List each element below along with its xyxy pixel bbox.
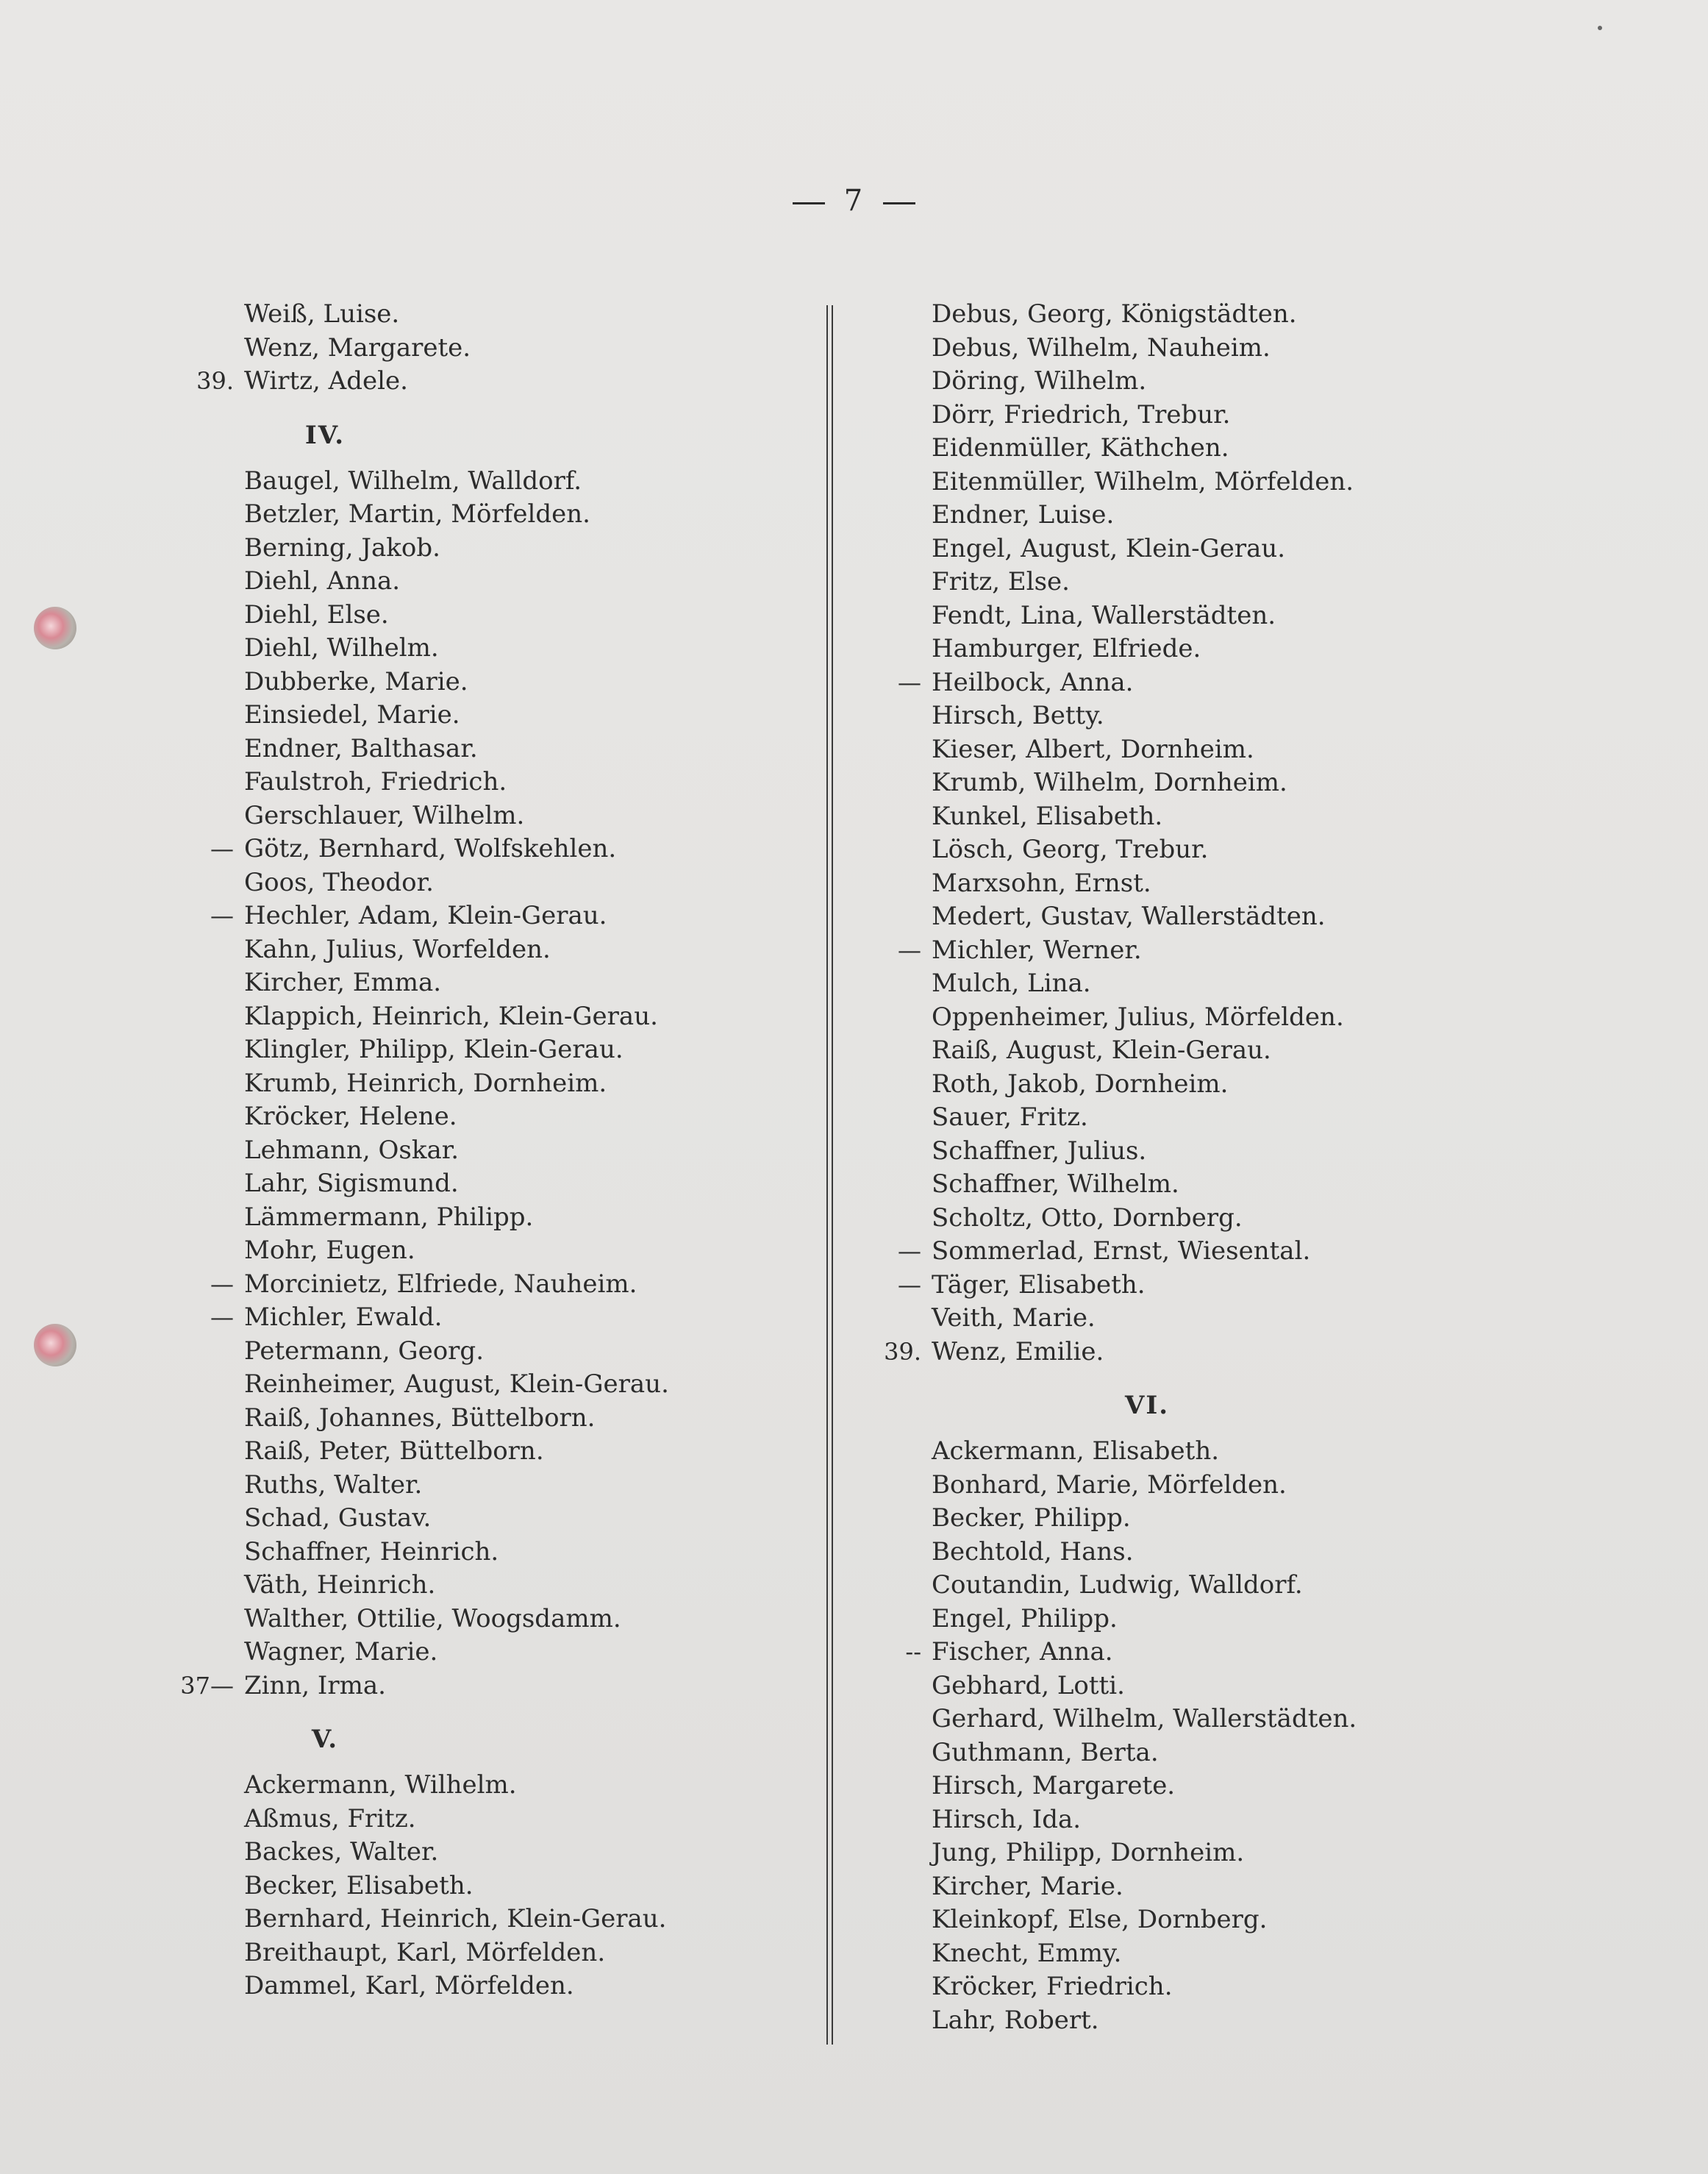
name-entry [171, 498, 788, 532]
entry-marker: — [898, 1237, 921, 1265]
entry-text: Morcinietz, Elfriede, Nauheim. [244, 1269, 637, 1299]
entry-text: Krumb, Wilhelm, Dornheim. [932, 768, 1287, 797]
entry-marker: — [898, 935, 921, 964]
name-entry [871, 365, 1415, 399]
name-entry [871, 867, 1415, 901]
name-entry [171, 1469, 788, 1503]
entry-text: Faulstroh, Friedrich. [244, 767, 507, 796]
entry-text: Petermann, Georg. [244, 1336, 485, 1366]
entry-text: Fendt, Lina, Wallerstädten. [932, 600, 1276, 630]
page-number [0, 184, 1708, 218]
column-divider-line-1 [826, 305, 828, 2045]
name-entry [171, 1970, 788, 2003]
name-entry [871, 1034, 1415, 1068]
name-entry [871, 967, 1415, 1001]
name-entry [171, 599, 788, 632]
entry-text: Ruths, Walter. [244, 1469, 423, 1500]
name-entry [871, 1001, 1415, 1035]
entry-text: Döring, Wilhelm. [932, 366, 1147, 396]
name-entry [871, 399, 1415, 432]
name-entry [871, 766, 1415, 800]
name-entry [171, 1000, 788, 1034]
entry-text: Raiß, Peter, Büttelborn. [244, 1436, 544, 1466]
name-entry [871, 666, 1415, 700]
entry-text: Väth, Heinrich. [244, 1570, 436, 1600]
name-entry [171, 1167, 788, 1201]
name-entry [171, 799, 788, 833]
name-entry [171, 1870, 788, 1903]
entry-text: Mulch, Lina. [932, 969, 1091, 998]
name-entry [171, 766, 788, 799]
name-entry [171, 1435, 788, 1469]
name-entry [871, 1302, 1415, 1336]
name-entry [171, 1669, 788, 1703]
name-entry [871, 332, 1415, 366]
name-entry [171, 833, 788, 866]
name-entry [871, 699, 1415, 733]
name-entry [871, 466, 1415, 499]
name-entry [871, 298, 1415, 332]
name-entry [871, 1903, 1415, 1937]
entry-text: Raiß, Johannes, Büttelborn. [244, 1403, 596, 1433]
entry-text: Ackermann, Wilhelm. [244, 1770, 517, 1800]
entry-text: Scholtz, Otto, Dornberg. [932, 1202, 1243, 1233]
entry-text: Kircher, Marie. [932, 1871, 1123, 1901]
section-heading: V. [311, 1725, 339, 1754]
entry-text: Wagner, Marie. [244, 1637, 438, 1667]
name-entry [171, 1636, 788, 1669]
name-entry [171, 1769, 788, 1803]
entry-text: Schaffner, Wilhelm. [932, 1169, 1179, 1199]
entry-text: Dörr, Friedrich, Trebur. [932, 399, 1231, 430]
entry-text: Jung, Philipp, Dornheim. [932, 1838, 1245, 1867]
name-entry [871, 1469, 1415, 1503]
entry-text: Ackermann, Elisabeth. [932, 1436, 1220, 1466]
name-entry [871, 1603, 1415, 1636]
name-entry [171, 1368, 788, 1402]
entry-text: Schad, Gustav. [244, 1503, 432, 1533]
entry-text: Knecht, Emmy. [932, 1938, 1122, 1968]
entry-text: Wenz, Emilie. [932, 1336, 1104, 1366]
entry-text: Aßmus, Fritz. [244, 1803, 416, 1833]
name-entry [171, 733, 788, 766]
name-entry [871, 1770, 1415, 1803]
name-entry [871, 833, 1415, 867]
entry-text: Endner, Balthasar. [244, 733, 478, 763]
entry-text: Eitenmüller, Wilhelm, Mörfelden. [932, 466, 1354, 496]
entry-text: Krumb, Heinrich, Dornheim. [244, 1068, 607, 1098]
entry-text: Kröcker, Friedrich. [932, 1972, 1173, 2001]
entry-text: Wirtz, Adele. [244, 366, 408, 396]
name-entry [871, 1836, 1415, 1870]
left-column [171, 298, 788, 2003]
entry-marker: 39. [196, 367, 234, 395]
entry-text: Einsiedel, Marie. [244, 700, 460, 730]
name-entry [171, 1335, 788, 1369]
name-entry [871, 1803, 1415, 1837]
entry-marker: — [210, 1269, 234, 1298]
name-entry [171, 532, 788, 566]
name-entry [171, 966, 788, 1000]
entry-text: Hirsch, Betty. [932, 701, 1104, 730]
right-column [871, 298, 1415, 2037]
name-entry [171, 899, 788, 933]
entry-text: Lehmann, Oskar. [244, 1135, 460, 1165]
entry-text: Bernhard, Heinrich, Klein-Gerau. [244, 1904, 667, 1934]
entry-text: Lämmermann, Philipp. [244, 1202, 534, 1232]
name-entry [871, 1235, 1415, 1269]
name-entry [171, 1134, 788, 1168]
name-entry [171, 1502, 788, 1536]
name-entry [171, 565, 788, 599]
entry-text: Becker, Philipp. [932, 1503, 1131, 1533]
column-divider-line-2 [832, 305, 833, 2045]
section-heading: IV. [304, 420, 346, 450]
entry-text: Medert, Gustav, Wallerstädten. [932, 902, 1326, 931]
entry-text: Roth, Jakob, Dornheim. [932, 1069, 1229, 1099]
entry-text: Fischer, Anna. [932, 1637, 1113, 1667]
entry-text: Debus, Georg, Königstädten. [932, 299, 1297, 329]
name-entry [171, 1100, 788, 1134]
entry-text: Kröcker, Helene. [244, 1102, 457, 1131]
entry-marker: — [210, 902, 234, 930]
entry-text: Gerschlauer, Wilhelm. [244, 800, 525, 830]
entry-marker: 37— [180, 1671, 234, 1700]
name-entry [171, 933, 788, 967]
entry-text: Sauer, Fritz. [932, 1102, 1088, 1132]
entry-text: Oppenheimer, Julius, Mörfelden. [932, 1002, 1344, 1032]
entry-text: Schaffner, Julius. [932, 1136, 1147, 1166]
name-entry [171, 699, 788, 733]
entry-text: Veith, Marie. [932, 1303, 1096, 1333]
page-number-dash-right [883, 202, 915, 204]
entry-text: Engel, Philipp. [932, 1603, 1118, 1633]
name-entry [871, 1269, 1415, 1302]
entry-text: Heilbock, Anna. [932, 667, 1134, 697]
name-entry [171, 1201, 788, 1235]
entry-text: Diehl, Else. [244, 599, 389, 630]
name-entry [171, 632, 788, 666]
entry-text: Lahr, Sigismund. [244, 1169, 459, 1198]
name-entry [871, 1101, 1415, 1135]
name-entry [171, 1301, 788, 1335]
name-entry [871, 1669, 1415, 1703]
entry-text: Wenz, Margarete. [244, 332, 471, 363]
name-entry [871, 499, 1415, 532]
entry-text: Marxsohn, Ernst. [932, 868, 1151, 898]
entry-text: Fritz, Else. [932, 567, 1070, 596]
entry-text: Sommerlad, Ernst, Wiesental. [932, 1236, 1311, 1266]
name-entry [871, 1636, 1415, 1669]
name-entry [171, 365, 788, 399]
entry-text: Kieser, Albert, Dornheim. [932, 734, 1254, 764]
name-entry [871, 1703, 1415, 1736]
name-entry [871, 1502, 1415, 1536]
entry-text: Täger, Elisabeth. [932, 1269, 1146, 1300]
entry-text: Klingler, Philipp, Klein-Gerau. [244, 1035, 623, 1064]
entry-text: Dubberke, Marie. [244, 666, 468, 696]
entry-text: Schaffner, Heinrich. [244, 1536, 499, 1567]
name-entry [171, 1234, 788, 1268]
name-entry [871, 733, 1415, 767]
entry-text: Hechler, Adam, Klein-Gerau. [244, 901, 607, 930]
entry-text: Goos, Theodor. [244, 867, 434, 897]
name-entry [871, 1736, 1415, 1770]
name-entry [171, 666, 788, 699]
name-entry [171, 298, 788, 332]
entry-text: Kleinkopf, Else, Dornberg. [932, 1905, 1268, 1934]
punch-hole-top [34, 607, 76, 649]
entry-text: Michler, Werner. [932, 935, 1142, 965]
name-entry [871, 599, 1415, 633]
entry-marker: — [210, 1303, 234, 1331]
paper-speck [1598, 26, 1602, 30]
name-entry [171, 1402, 788, 1436]
entry-text: Lösch, Georg, Trebur. [932, 835, 1209, 864]
name-entry [871, 1536, 1415, 1569]
name-entry [871, 1336, 1415, 1369]
entry-text: Klappich, Heinrich, Klein-Gerau. [244, 1001, 658, 1031]
entry-text: Kunkel, Elisabeth. [932, 801, 1163, 831]
entry-text: Bonhard, Marie, Mörfelden. [932, 1469, 1287, 1500]
entry-text: Zinn, Irma. [244, 1670, 386, 1700]
entry-text: Debus, Wilhelm, Nauheim. [932, 332, 1271, 363]
entry-text: Diehl, Wilhelm. [244, 633, 439, 663]
entry-text: Lahr, Robert. [932, 2005, 1099, 2035]
name-entry [171, 1536, 788, 1569]
entry-text: Baugel, Wilhelm, Walldorf. [244, 466, 582, 496]
name-entry [871, 900, 1415, 934]
entry-text: Diehl, Anna. [244, 566, 401, 596]
entry-marker: -- [905, 1638, 921, 1666]
entry-marker: — [898, 668, 921, 696]
entry-text: Hirsch, Ida. [932, 1804, 1082, 1834]
entry-text: Berning, Jakob. [244, 532, 440, 563]
name-entry [871, 566, 1415, 599]
page-number-value: 7 [843, 184, 865, 218]
name-entry [171, 1569, 788, 1603]
name-entry [871, 1569, 1415, 1603]
entry-text: Bechtold, Hans. [932, 1536, 1134, 1567]
name-entry [171, 1936, 788, 1970]
name-entry [871, 2004, 1415, 2038]
page-number-dash-left [793, 202, 825, 204]
name-entry [171, 1836, 788, 1870]
entry-text: Guthmann, Berta. [932, 1737, 1159, 1767]
name-entry [871, 632, 1415, 666]
name-entry [171, 1033, 788, 1067]
name-entry [871, 1068, 1415, 1102]
entry-text: Endner, Luise. [932, 500, 1115, 530]
entry-text: Mohr, Eugen. [244, 1236, 415, 1265]
entry-text: Engel, August, Klein-Gerau. [932, 533, 1286, 563]
name-entry [171, 1903, 788, 1936]
name-entry [171, 1268, 788, 1302]
name-entry [171, 1067, 788, 1101]
name-entry [871, 1202, 1415, 1236]
entry-text: Weiß, Luise. [244, 299, 400, 329]
name-entry [871, 934, 1415, 968]
entry-text: Betzler, Martin, Mörfelden. [244, 499, 590, 529]
entry-text: Dammel, Karl, Mörfelden. [244, 1971, 574, 2000]
name-entry [171, 1603, 788, 1636]
entry-text: Kahn, Julius, Worfelden. [244, 934, 551, 964]
name-entry [871, 1870, 1415, 1904]
entry-marker: 39. [884, 1337, 921, 1366]
name-entry [171, 1803, 788, 1836]
entry-text: Michler, Ewald. [244, 1302, 443, 1332]
entry-text: Gebhard, Lotti. [932, 1670, 1125, 1700]
entry-text: Hamburger, Elfriede. [932, 634, 1201, 663]
entry-text: Gerhard, Wilhelm, Wallerstädten. [932, 1704, 1357, 1733]
name-entry [871, 1135, 1415, 1169]
entry-text: Götz, Bernhard, Wolfskehlen. [244, 834, 617, 863]
section-heading: VI. [1124, 1391, 1170, 1420]
entry-text: Becker, Elisabeth. [244, 1870, 474, 1900]
entry-text: Reinheimer, August, Klein-Gerau. [244, 1369, 669, 1399]
name-entry [171, 866, 788, 900]
entry-text: Hirsch, Margarete. [932, 1771, 1176, 1800]
name-entry [871, 532, 1415, 566]
entry-text: Backes, Walter. [244, 1837, 439, 1867]
name-entry [871, 800, 1415, 834]
entry-text: Raiß, August, Klein-Gerau. [932, 1036, 1271, 1065]
name-entry [871, 1937, 1415, 1971]
entry-text: Eidenmüller, Käthchen. [932, 433, 1229, 463]
punch-hole-bottom [34, 1324, 76, 1366]
entry-text: Coutandin, Ludwig, Walldorf. [932, 1570, 1303, 1600]
name-entry [871, 1168, 1415, 1202]
name-entry [871, 1970, 1415, 2004]
entry-text: Kircher, Emma. [244, 968, 442, 997]
entry-text: Walther, Ottilie, Woogsdamm. [244, 1603, 621, 1633]
name-entry [171, 465, 788, 499]
entry-text: Breithaupt, Karl, Mörfelden. [244, 1937, 606, 1967]
entry-marker: — [898, 1270, 921, 1299]
name-entry [871, 1435, 1415, 1469]
entry-marker: — [210, 835, 234, 863]
name-entry [171, 332, 788, 366]
name-entry [871, 432, 1415, 466]
